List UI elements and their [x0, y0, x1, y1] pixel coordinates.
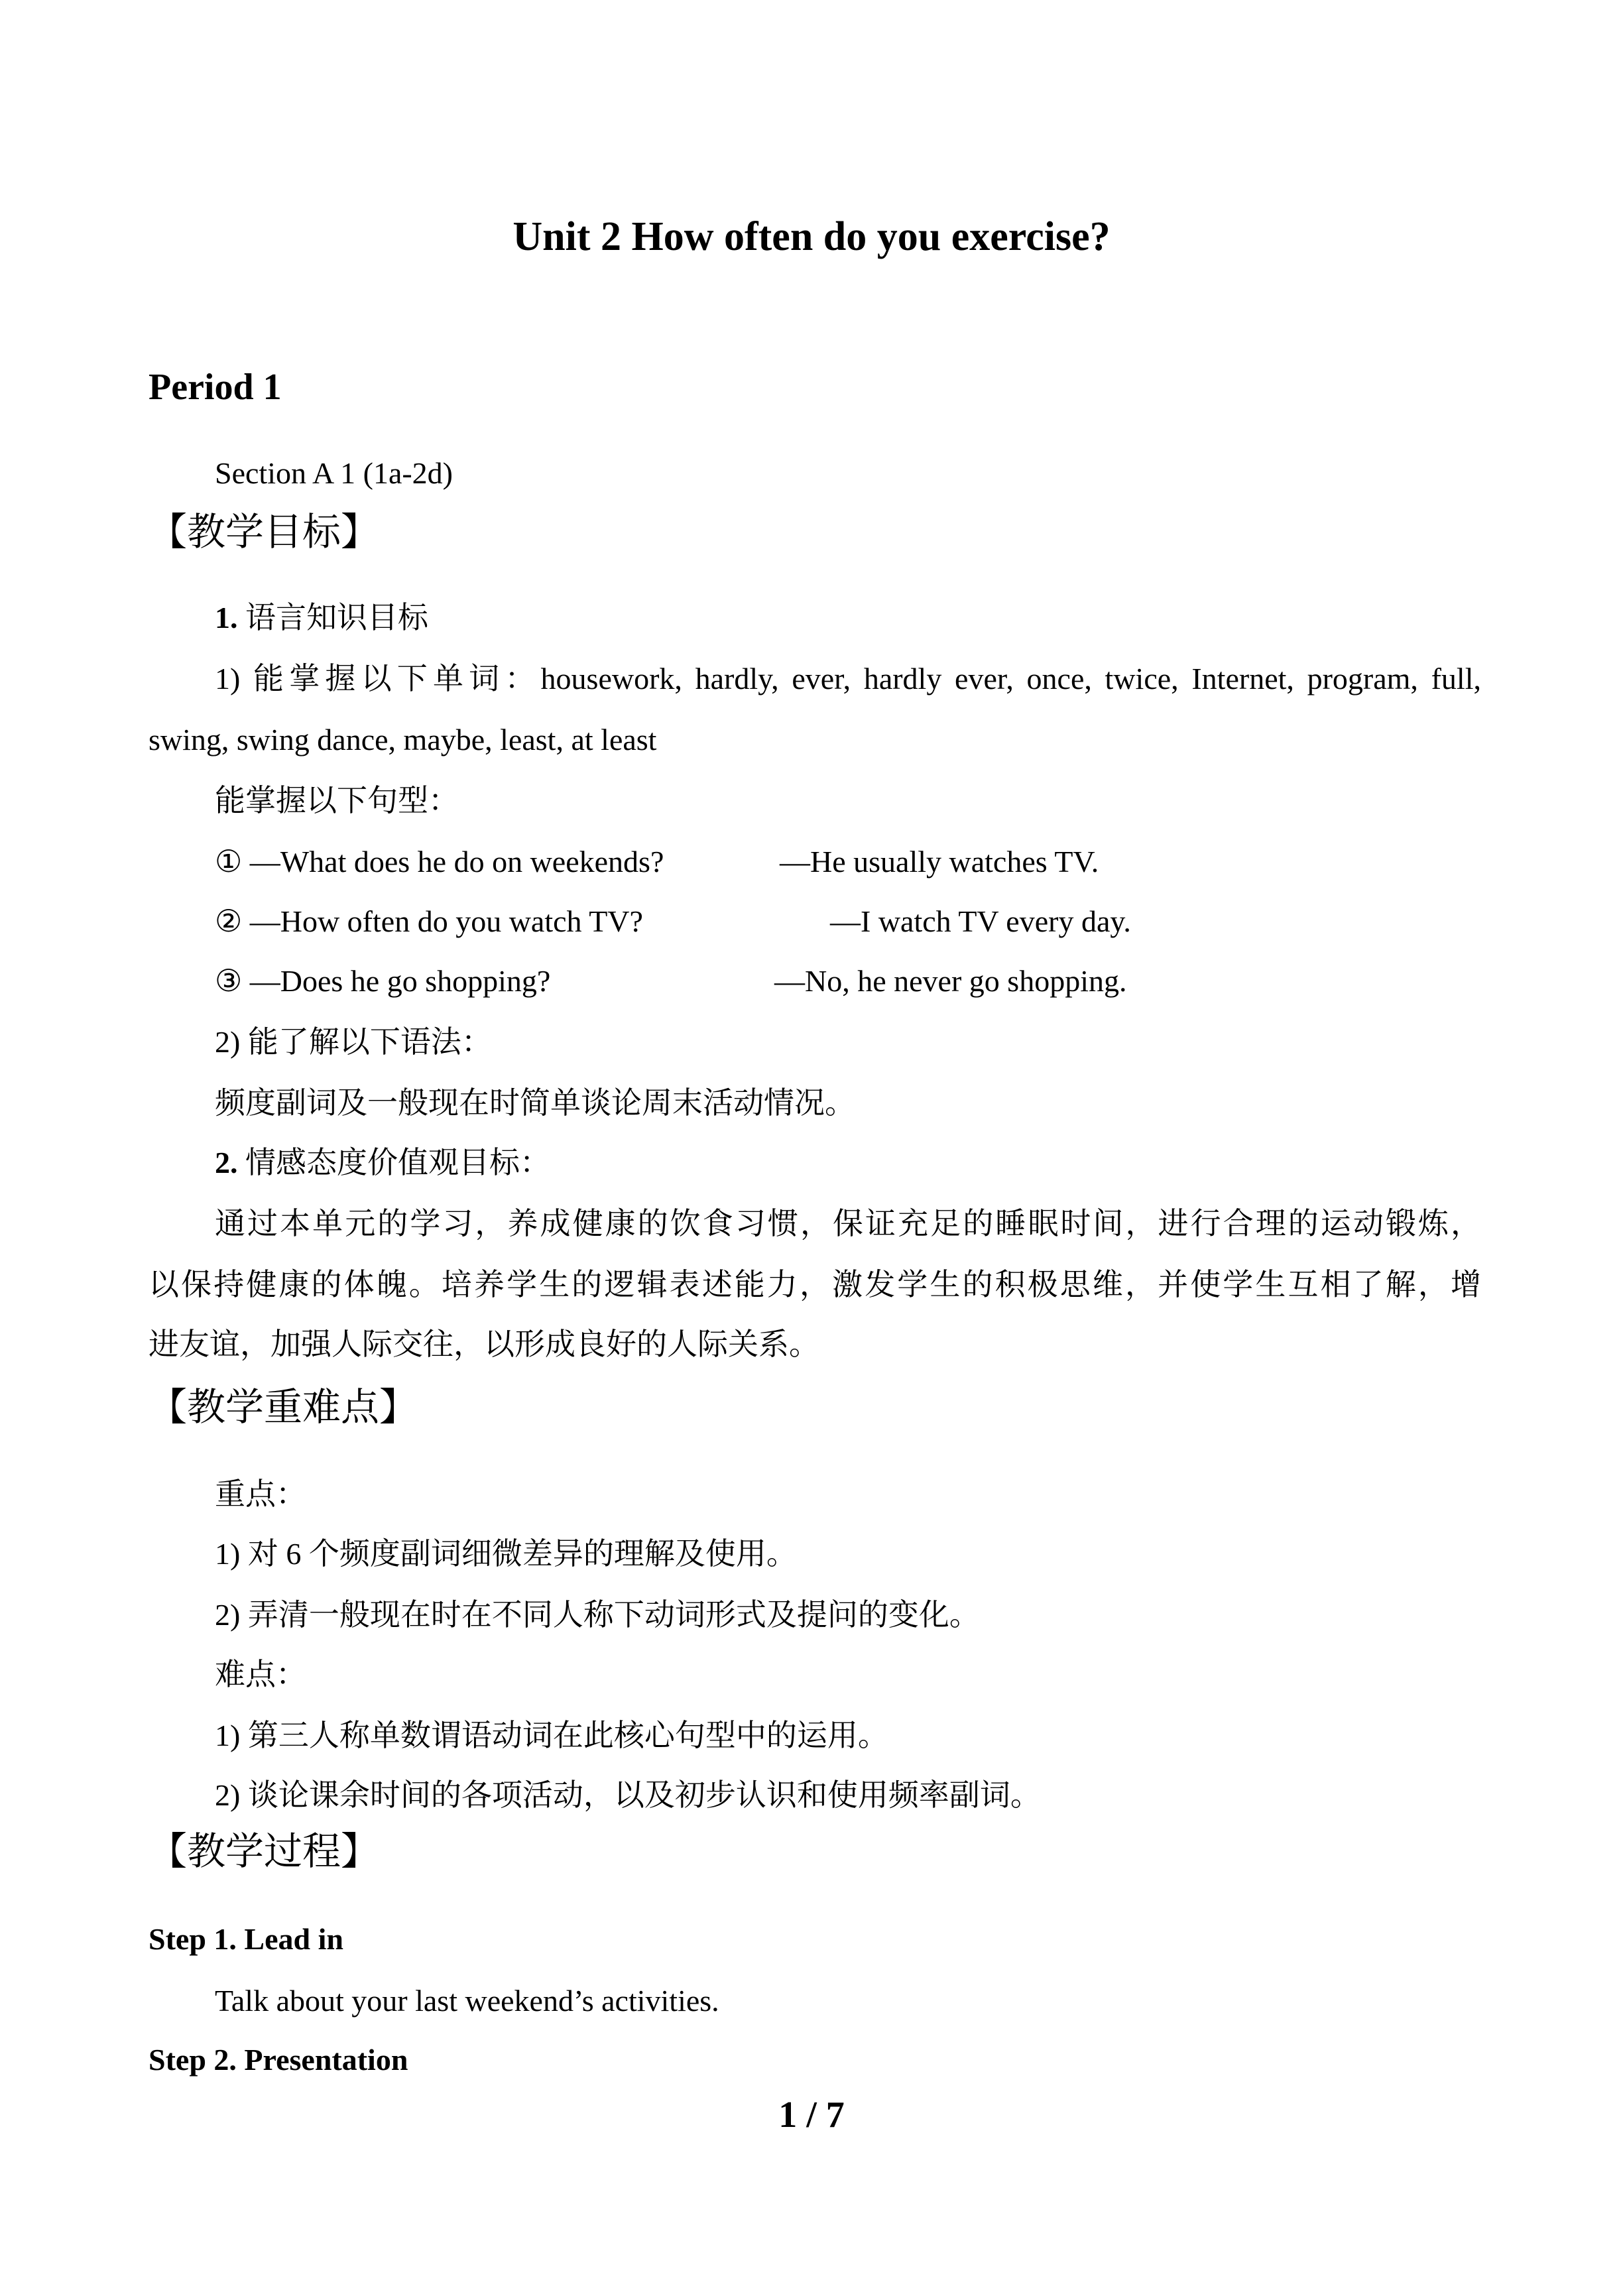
item-title: 语言知识目标: [245, 601, 428, 634]
difficulty-label: 难点：: [215, 1658, 306, 1691]
grammar-intro: 2) 能了解以下语法：: [215, 1025, 492, 1059]
paragraph-line: 进友谊，加强人际交往，以形成良好的人际关系。: [149, 1327, 819, 1361]
paragraph-line: 通过本单元的学习，养成健康的饮食习惯，保证充足的睡眠时间，进行合理的运动锻炼，: [215, 1207, 1481, 1240]
focus-item: 1) 对 6 个频度副词细微差异的理解及使用。: [215, 1537, 797, 1571]
step-1-text: Talk about your last weekend’s activities.: [215, 1984, 719, 2018]
section-label: Section A 1 (1a-2d): [215, 456, 453, 490]
page-number: 1 / 7: [778, 2094, 845, 2136]
item-title: 情感态度价值观目标：: [245, 1146, 550, 1179]
sentence-question: ③ —Does he go shopping?: [215, 964, 551, 998]
vocab-line: swing, swing dance, maybe, least, at least: [149, 723, 657, 756]
item-number: 2.: [215, 1146, 238, 1179]
item-number: 1.: [215, 601, 238, 634]
sentence-intro: 能掌握以下句型：: [215, 784, 459, 817]
vocab-line: 1) 能掌握以下单词：housework, hardly, ever, hardly ever, once, twice, Internet, program, full,: [215, 662, 1481, 695]
difficulty-item: 1) 第三人称单数谓语动词在此核心句型中的运用。: [215, 1719, 888, 1752]
focus-item: 2) 弄清一般现在时在不同人称下动词形式及提问的变化。: [215, 1598, 980, 1632]
key-points-heading: 【教学重难点】: [149, 1386, 418, 1429]
objective-item-1: [215, 599, 428, 636]
objective-item-2: [215, 1144, 550, 1181]
difficulty-item: 2) 谈论课余时间的各项活动，以及初步认识和使用频率副词。: [215, 1778, 1041, 1812]
step-1-title: Step 1. Lead in: [149, 1922, 343, 1956]
sentence-question: ① —What does he do on weekends?: [215, 845, 664, 878]
sentence-answer: —He usually watches TV.: [780, 845, 1099, 878]
sentence-answer: —I watch TV every day.: [830, 904, 1131, 938]
document-title: Unit 2 How often do you exercise?: [512, 214, 1111, 259]
sentence-question: ② —How often do you watch TV?: [215, 904, 643, 938]
objectives-heading: 【教学目标】: [149, 511, 380, 554]
paragraph-line: 以保持健康的体魄。培养学生的逻辑表述能力，激发学生的积极思维，并使学生互相了解，增: [149, 1268, 1481, 1301]
period-heading: Period 1: [149, 367, 282, 408]
step-2-title: Step 2. Presentation: [149, 2043, 408, 2077]
grammar-text: 频度副词及一般现在时简单谈论周末活动情况。: [215, 1086, 855, 1120]
sentence-answer: —No, he never go shopping.: [774, 964, 1127, 998]
focus-label: 重点：: [215, 1477, 306, 1511]
process-heading: 【教学过程】: [149, 1830, 380, 1873]
